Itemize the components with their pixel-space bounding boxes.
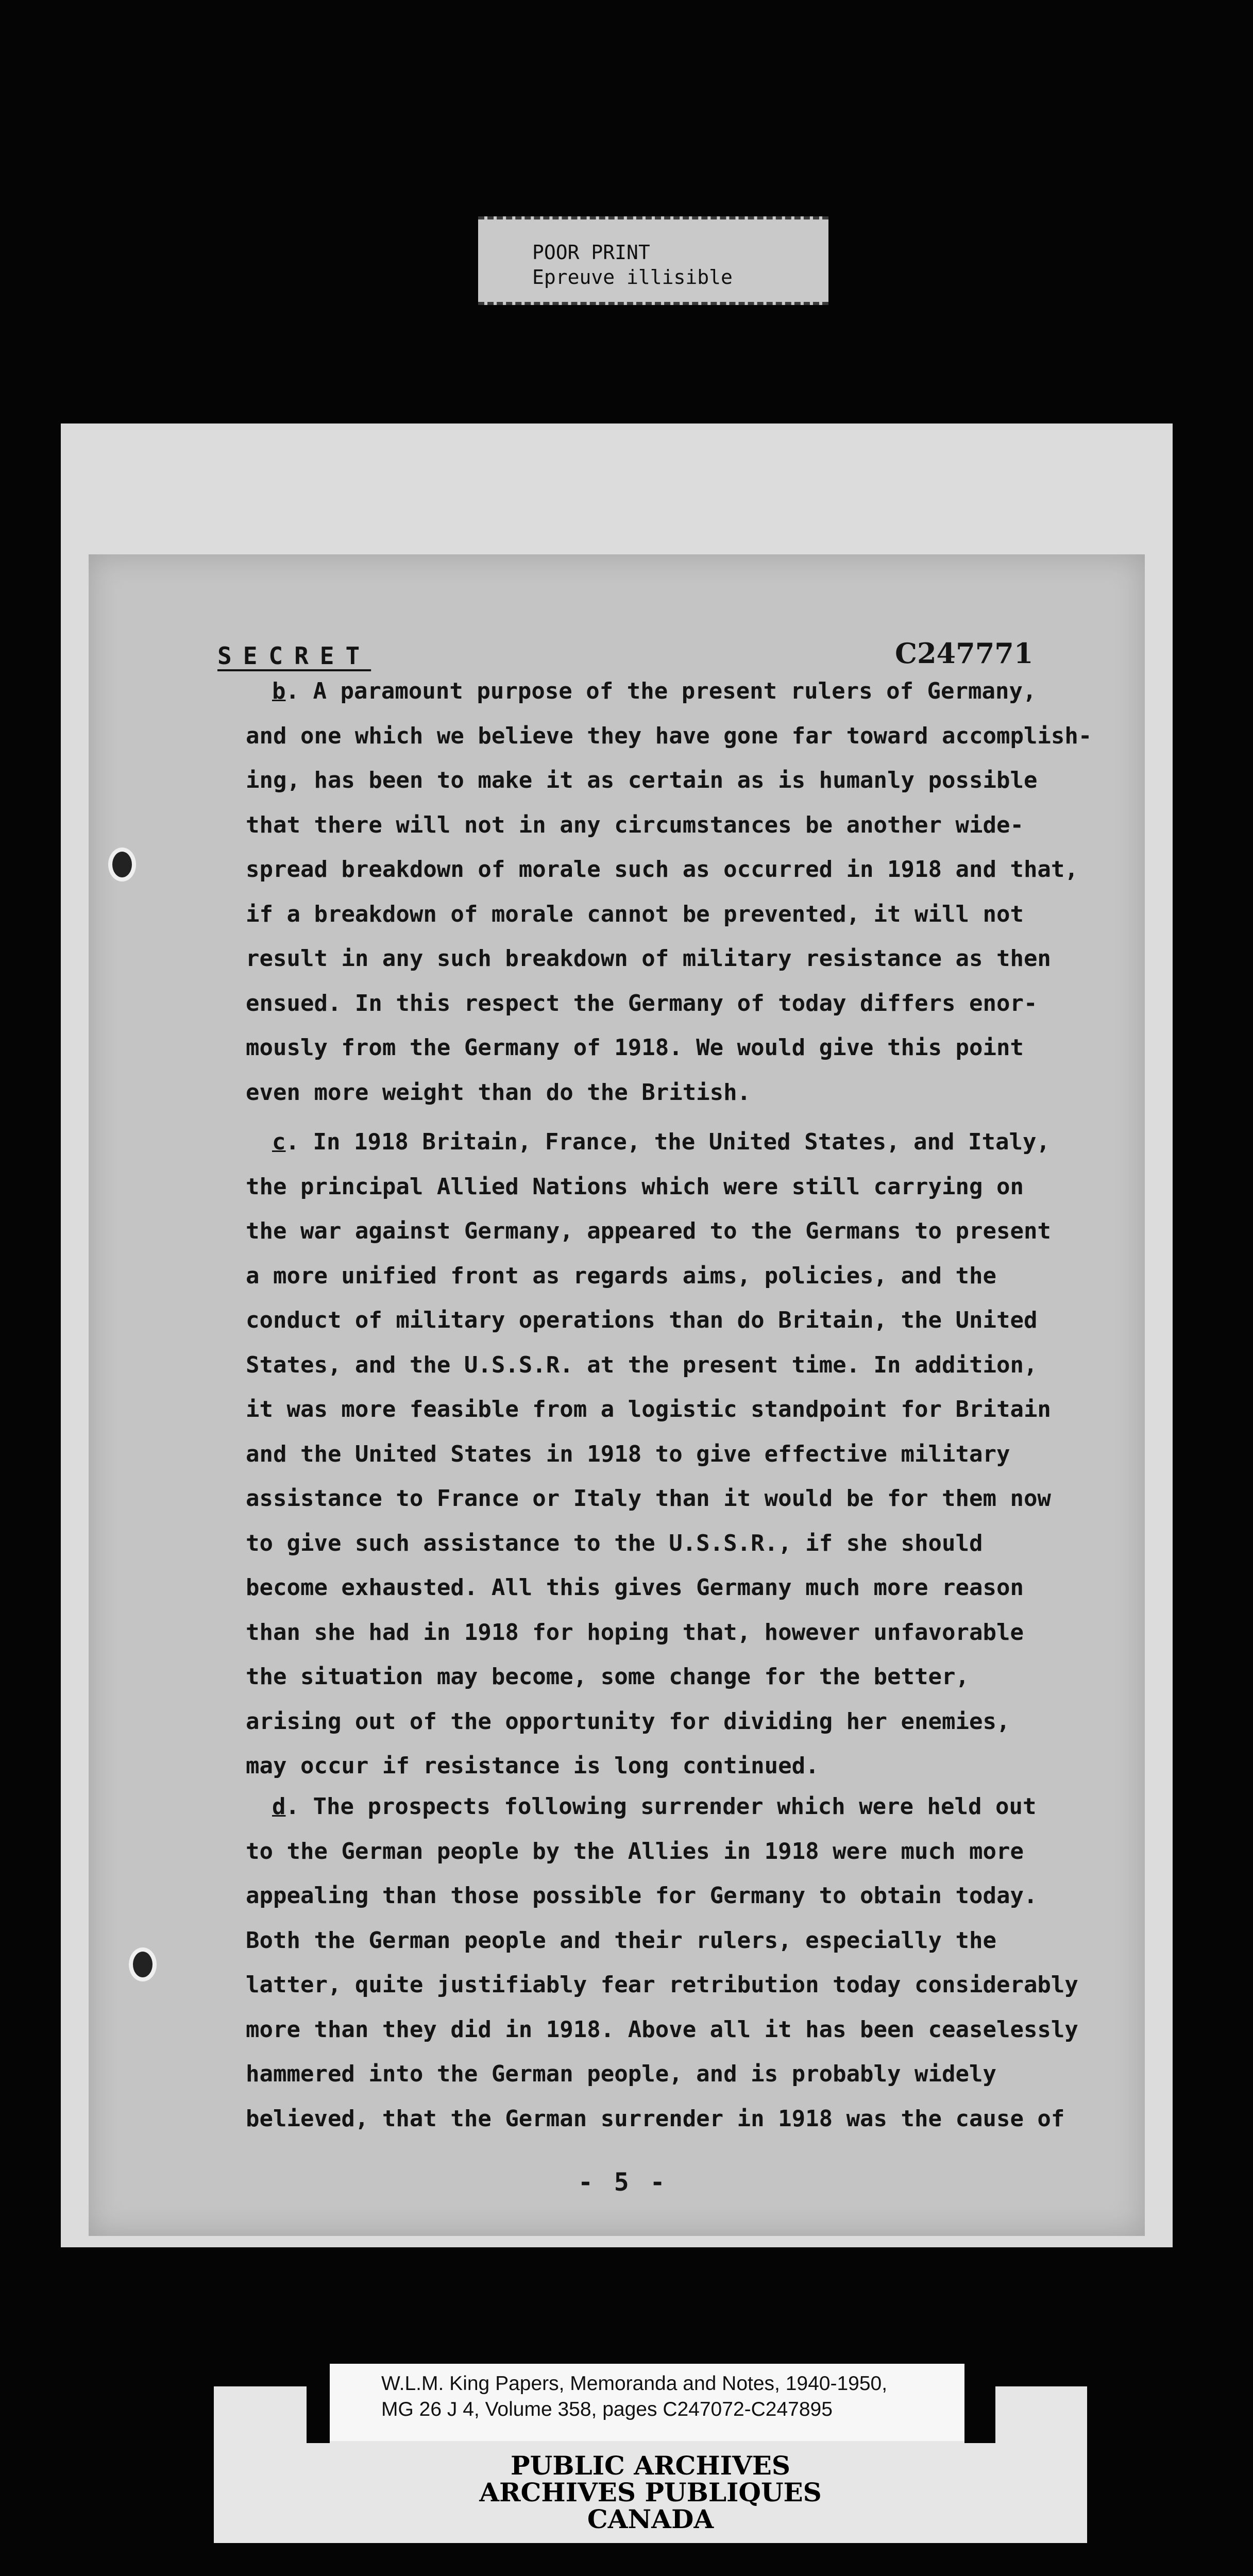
line-text: result in any such breakdown of military resistance as then: [246, 945, 1051, 972]
text-line: [246, 945, 1051, 972]
line-text: even more weight than do the British.: [246, 1079, 751, 1106]
paragraph-label: c: [272, 1129, 286, 1155]
line-text: the situation may become, some change for the better,: [246, 1664, 969, 1690]
archive-stamp-line-3: CANADA: [587, 2504, 714, 2534]
line-text: assistance to France or Italy than it would be for them now: [246, 1485, 1051, 1512]
text-line: [246, 2016, 1078, 2043]
line-text: that there will not in any circumstances be another wide-: [246, 811, 1024, 838]
page-number: - 5 -: [578, 2168, 668, 2197]
line-text: . The prospects following surrender which were held out: [285, 1793, 1037, 1820]
text-line: [246, 856, 1078, 883]
line-text: believed, that the German surrender in 1918 was the cause of: [246, 2105, 1065, 2132]
citation-box: [330, 2364, 964, 2441]
text-line: [246, 1530, 983, 1557]
line-text: hammered into the German people, and is probably widely: [246, 2061, 996, 2087]
text-line: [246, 723, 1092, 750]
line-text: mously from the Germany of 1918. We would give this point: [246, 1035, 1024, 1061]
line-text: ensued. In this respect the Germany of today differs enor-: [246, 990, 1038, 1016]
poor-print-line-2: Epreuve illisible: [532, 266, 733, 289]
line-text: . In 1918 Britain, France, the United States, and Italy,: [285, 1129, 1050, 1155]
citation-line-2: MG 26 J 4, Volume 358, pages C247072-C247895: [381, 2398, 833, 2420]
poor-print-notice: [478, 216, 828, 305]
classification-mark: SECRET: [217, 642, 371, 670]
text-line: [246, 1079, 751, 1106]
text-line: [246, 812, 1024, 839]
text-line: [246, 1883, 1037, 1909]
line-text: arising out of the opportunity for dividing her enemies,: [246, 1708, 1010, 1735]
text-line: [246, 1972, 1078, 1998]
text-line: [246, 2061, 996, 2088]
document-page: [89, 554, 1145, 2236]
poor-print-line-1: POOR PRINT: [532, 241, 650, 264]
archive-stamp-line-1: PUBLIC ARCHIVES: [511, 2450, 790, 2481]
punch-hole-bottom: [129, 1947, 157, 1981]
line-text: and the United States in 1918 to give effective military: [246, 1440, 1010, 1467]
text-line: [246, 1035, 1024, 1061]
line-text: it was more feasible from a logistic standpoint for Britain: [246, 1396, 1051, 1422]
page-text: [89, 554, 1145, 2236]
paragraph-label: d: [272, 1793, 286, 1820]
text-line: [272, 1129, 1050, 1156]
stamp-notch-left: [307, 2386, 330, 2443]
line-text: the principal Allied Nations which were still carrying on: [246, 1173, 1024, 1200]
text-line: [246, 1485, 1051, 1512]
line-text: than she had in 1918 for hoping that, however unfavorable: [246, 1619, 1024, 1646]
line-text: become exhausted. All this gives Germany much more reason: [246, 1574, 1024, 1601]
text-line: [246, 1307, 1037, 1334]
text-line: [272, 1793, 1036, 1820]
line-text: Both the German people and their rulers, especially the: [246, 1927, 996, 1954]
text-line: [246, 990, 1037, 1017]
text-line: [246, 1708, 1010, 1735]
punch-hole-top: [108, 848, 136, 882]
text-line: [246, 1352, 1037, 1379]
line-text: the war against Germany, appeared to the Germans to present: [246, 1218, 1051, 1244]
archive-stamp: [214, 2452, 1087, 2533]
text-line: [272, 678, 1036, 705]
archive-stamp-line-2: ARCHIVES PUBLIQUES: [479, 2477, 822, 2507]
line-text: appealing than those possible for Germany to obtain today.: [246, 1883, 1038, 1909]
line-text: spread breakdown of morale such as occurred in 1918 and that,: [246, 856, 1078, 883]
text-line: [246, 1838, 1024, 1865]
paragraph-label: b: [272, 678, 286, 704]
text-line: [246, 1218, 1051, 1245]
line-text: States, and the U.S.S.R. at the present time. In addition,: [246, 1351, 1038, 1378]
text-line: [246, 1396, 1051, 1423]
text-line: [246, 1753, 819, 1780]
line-text: more than they did in 1918. Above all it has been ceaselessly: [246, 2016, 1078, 2043]
text-line: [246, 1263, 996, 1290]
line-text: . A paramount purpose of the present rulers of Germany,: [285, 678, 1037, 704]
text-line: [246, 767, 1037, 794]
line-text: latter, quite justifiably fear retribution today considerably: [246, 1972, 1078, 1998]
line-text: if a breakdown of morale cannot be prevented, it will not: [246, 901, 1024, 927]
line-text: conduct of military operations than do Britain, the United: [246, 1307, 1038, 1333]
document-number: C247771: [895, 637, 1034, 670]
text-line: [246, 1174, 1024, 1200]
text-line: [246, 901, 1024, 928]
text-line: [246, 1927, 996, 1954]
text-line: [246, 1574, 1024, 1601]
line-text: ing, has been to make it as certain as is humanly possible: [246, 767, 1038, 793]
text-line: [246, 1441, 1010, 1468]
citation-line-1: W.L.M. King Papers, Memoranda and Notes, 1940-1950,: [381, 2372, 888, 2395]
line-text: to the German people by the Allies in 1918 were much more: [246, 1838, 1024, 1865]
line-text: may occur if resistance is long continued.: [246, 1753, 819, 1779]
line-text: a more unified front as regards aims, policies, and the: [246, 1262, 996, 1289]
stamp-notch-right: [964, 2386, 995, 2443]
text-line: [246, 1619, 1024, 1646]
text-line: [246, 1664, 969, 1690]
text-line: [246, 2106, 1064, 2132]
line-text: to give such assistance to the U.S.S.R., if she should: [246, 1530, 983, 1556]
line-text: and one which we believe they have gone far toward accomplish-: [246, 722, 1092, 749]
